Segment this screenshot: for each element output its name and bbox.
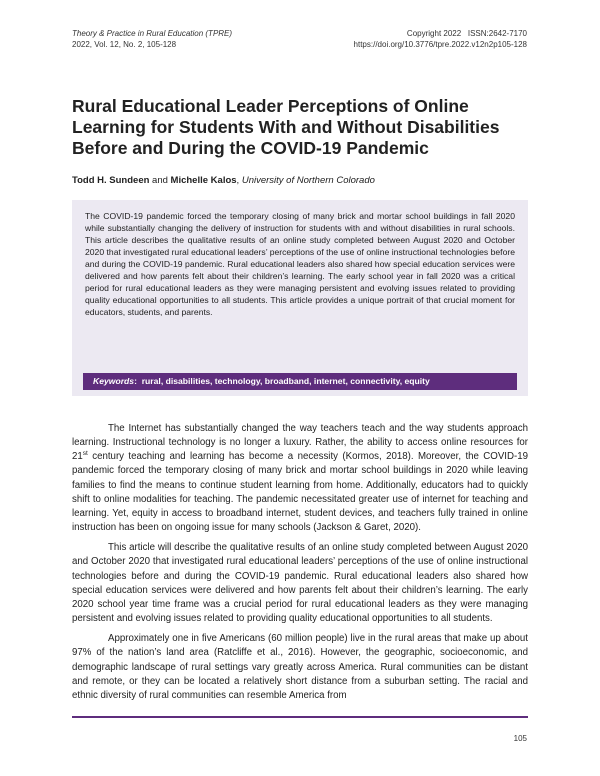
footer-rule bbox=[72, 716, 528, 718]
keywords-list: : rural, disabilities, technology, broadband, internet, connectivity, equity bbox=[134, 376, 430, 386]
journal-volume: 2022, Vol. 12, No. 2, 105-128 bbox=[72, 40, 177, 49]
copyright-issn: Copyright 2022 ISSN:2642-7170 bbox=[406, 29, 527, 38]
author-2: Michelle Kalos bbox=[170, 175, 237, 186]
abstract-box bbox=[72, 200, 528, 396]
paragraph-1-part-b: century teaching and learning has become a necessity (Kormos, 2018). Moreover, the COVID-19 pandemic forced the temporary closing of many brick and mortar school buildings in 2020 while leaving families to find the means to continue student learning from home. Additionally, educators had to quickly shift to online modalities for teaching. The pandemic necessitated greater use of internet for teaching and learning. Yet, equity in access to broadband internet, student devices, and teachers fully trained in online instruction has been on ongoing issue for many schools (Jackson & Garet, 2020). bbox=[72, 451, 528, 534]
paper-title: Rural Educational Leader Perceptions of Online Learning for Students With and Without Disabilities Before and During the COVID-19 Pandemic bbox=[72, 96, 500, 158]
page-number: 105 bbox=[513, 734, 527, 743]
paragraph-3: Approximately one in five Americans (60 million people) live in the rural areas that make up about 97% of the nation’s land area (Ratcliffe et al., 2016). However, the geographic, socioeconomic, and demographic landscape of rural settings vary greatly across America. Rural communities can be distant and remote, or they can be located a relatively short distance from a suburban setting. The racial and ethnic diversity of rural communities can resemble America from bbox=[72, 633, 528, 701]
running-header-right bbox=[354, 28, 527, 50]
author-line bbox=[72, 175, 375, 186]
journal-name: Theory & Practice in Rural Education (TPRE) bbox=[72, 29, 233, 38]
paragraph-1 bbox=[72, 422, 528, 535]
affiliation: University of Northern Colorado bbox=[241, 175, 375, 186]
running-header-left bbox=[72, 28, 232, 50]
paragraph-1-part-a: The Internet has substantially changed the way teachers teach and the way students approach learning. Instructional technology is no longer a luxury. Rather, the ability to access online resources for 21 bbox=[72, 423, 528, 463]
author-separator: , bbox=[236, 175, 242, 186]
keywords-bar bbox=[83, 373, 517, 390]
body-text bbox=[72, 422, 528, 709]
author-1: Todd H. Sundeen bbox=[72, 175, 150, 186]
author-conjunction: and bbox=[149, 175, 171, 186]
keywords-label: Keywords bbox=[93, 376, 135, 386]
ordinal-suffix: st bbox=[82, 450, 88, 458]
doi-link[interactable]: https://doi.org/10.3776/tpre.2022.v12n2p105-128 bbox=[353, 40, 527, 49]
paragraph-2: This article will describe the qualitative results of an online study completed between August 2020 and October 2020 that investigated rural educational leaders’ perceptions of the use of online instructional technologies before and during the COVID-19 pandemic. Rural educational leaders also shared how special education services were delivered and how parents felt about their children’s learning. The early 2020 school year time frame was a crucial period for rural educational leaders as they were managing persistent and evolving issues related to providing quality educational opportunities to all students. bbox=[72, 542, 528, 625]
abstract-text: The COVID-19 pandemic forced the temporary closing of many brick and mortar school buildings in fall 2020 while substantially changing the delivery of instruction for students with and without disabilities in rural schools. This article describes the qualitative results of an online study completed between August 2020 and October 2020 that investigated rural educational leaders’ perceptions of the use of online instructional technologies before and during the COVID-19 pandemic. Rural educational leaders also shared how special education services were delivered and how parents felt about their children’s learning. The early school year in fall 2020 was a critical period for rural educational leaders as they were managing persistent and evolving issues related to providing quality educational opportunities to all students. This article provides a unique portrait of that crucial moment for educators, students, and parents. bbox=[85, 211, 515, 317]
